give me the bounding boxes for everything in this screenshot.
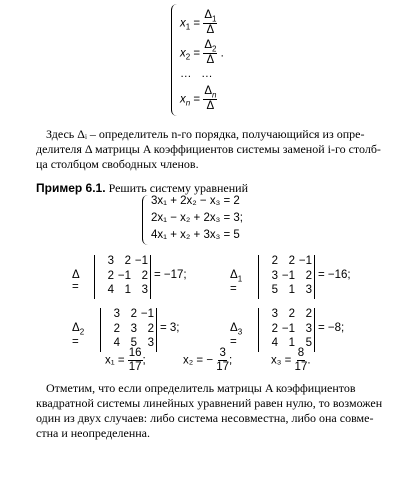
determinant-left-bar [258, 308, 259, 352]
determinant-cell: −1 [134, 255, 148, 267]
determinant-cell: −1 [298, 255, 312, 267]
example-brace [142, 195, 149, 245]
determinant-cell: 2 [288, 255, 295, 267]
determinant-cell: 3 [107, 255, 114, 267]
determinant-cell: 1 [288, 284, 295, 296]
determinant-cell: 3 [271, 269, 278, 282]
determinant-left-bar [258, 255, 259, 299]
determinant-cell: 2 [147, 322, 154, 335]
system-brace [171, 4, 178, 116]
determinant-cell: 3 [113, 308, 120, 320]
determinant-result: = −8; [318, 322, 345, 334]
example-heading: Пример 6.1. Решить систему уравнений [36, 181, 249, 195]
determinant-cell: 3 [130, 322, 137, 335]
example-equation-1: 3x₁ + 2x₂ − x₃ = 2 [151, 195, 240, 207]
system-row-ellipsis: … … [180, 68, 213, 80]
determinant-cell: 2 [305, 308, 312, 320]
system-row-1: $x_1$ = $\frac{\Delta_1}{\Delta}$ [180, 9, 217, 37]
determinant-cell: 2 [271, 322, 278, 335]
determinant-result: = −17; [154, 269, 187, 281]
example-equation-2: 2x₁ − x₂ + 2x₃ = 3; [151, 212, 243, 224]
determinant-right-bar [150, 255, 151, 299]
determinant-cell: 3 [271, 308, 278, 320]
determinant-cell: 2 [141, 269, 148, 282]
determinant-result: = −16; [318, 269, 351, 281]
determinant-cell: 2 [271, 255, 278, 267]
determinant-cell: 5 [271, 284, 278, 296]
example-equation-3: 4x₁ + x₂ + 3x₃ = 5 [151, 229, 240, 241]
determinant-cell: −1 [281, 269, 295, 282]
determinant-cell: 3 [141, 284, 148, 296]
determinant-cell: 2 [288, 308, 295, 320]
determinant-cell: 1 [288, 337, 295, 349]
determinant-label: $\Delta_3$ = [230, 322, 243, 349]
determinant-cell: −1 [117, 269, 131, 282]
determinant-cell: 2 [113, 322, 120, 335]
determinant-cell: 4 [113, 337, 120, 349]
solution-item: x₁ = $\frac{16}{17}$ ; [105, 347, 146, 373]
determinant-right-bar [156, 308, 157, 352]
determinant-cell: 2 [305, 269, 312, 282]
determinant-right-bar [314, 308, 315, 352]
determinant-cell: 4 [107, 284, 114, 296]
determinant-cell: −1 [140, 308, 154, 320]
determinant-cell: 1 [124, 284, 131, 296]
determinant-result: = 3; [160, 322, 180, 334]
paragraph-1: Здесь Δᵢ – определитель n-го порядка, получающийся из опре- делителя Δ матрицы A коэффициентов системы заменой i-го столб- ца столбцом свободных членов. [36, 127, 381, 171]
determinant-left-bar [94, 255, 95, 299]
determinant-cell: 2 [124, 255, 131, 267]
determinant-left-bar [100, 308, 101, 352]
paragraph-2: Отметим, что если определитель матрицы A коэффициентов квадратной системы линейных уравнений равен нулю, то возможен один из двух случаев: либо система несовместна, либо она совме- стна и неопределенна. [36, 381, 383, 440]
system-row-n: $x_n$ = $\frac{\Delta_n}{\Delta}$ [180, 85, 217, 113]
determinant-cell: 3 [147, 337, 154, 349]
system-row-2: $x_2$ = $\frac{\Delta_2}{\Delta}$ . [180, 39, 224, 67]
determinant-cell: −1 [281, 322, 295, 335]
determinant-cell: 4 [271, 337, 278, 349]
solution-item: x₂ = − $\frac{3}{17}$ ; [183, 347, 233, 373]
determinant-label: Δ = [72, 269, 80, 293]
determinant-cell: 2 [130, 308, 137, 320]
determinant-cell: 5 [130, 337, 137, 349]
solution-item: x₃ = $\frac{8}{17}$ . [271, 347, 311, 373]
determinant-label: $\Delta_1$ = [230, 269, 243, 296]
determinant-label: $\Delta_2$ = [72, 322, 85, 349]
determinant-cell: 2 [107, 269, 114, 282]
determinant-cell: 5 [305, 337, 312, 349]
determinant-right-bar [314, 255, 315, 299]
determinant-cell: 3 [305, 284, 312, 296]
determinant-cell: 3 [305, 322, 312, 335]
